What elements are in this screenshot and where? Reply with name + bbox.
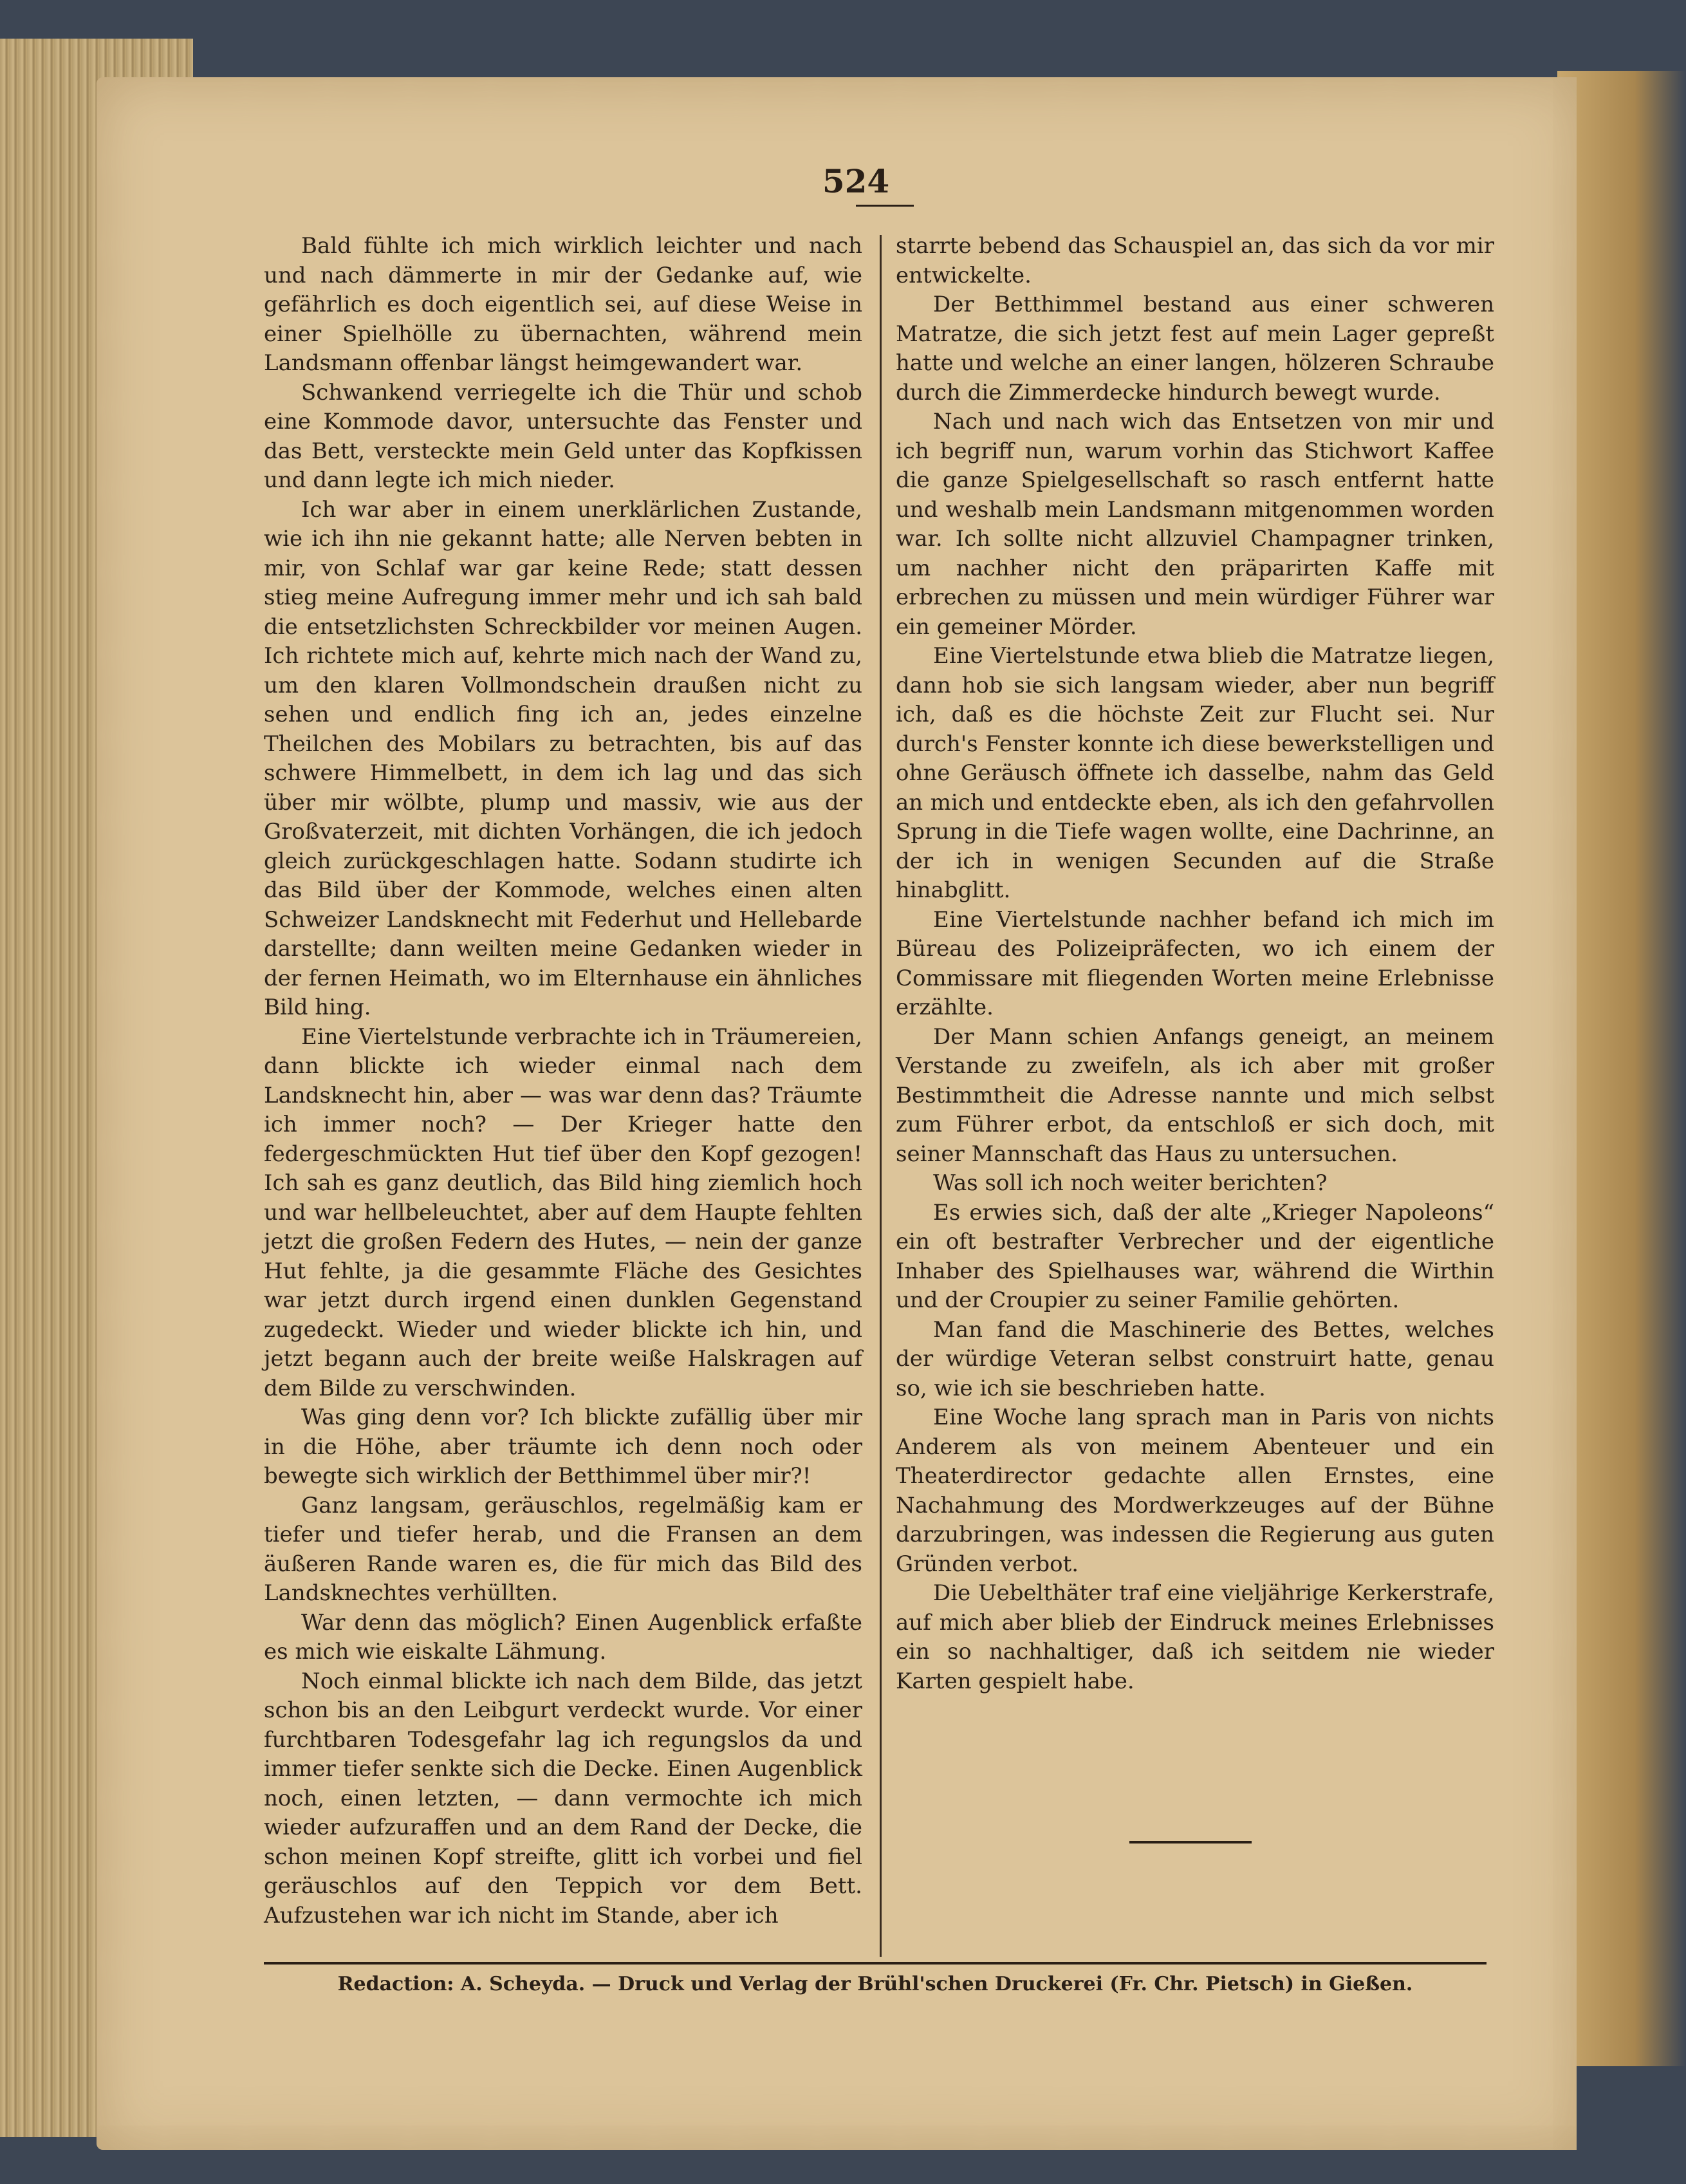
page-number: 524 — [822, 162, 890, 200]
paragraph: Der Betthimmel bestand aus einer schweren Matratze, die sich jetzt fest auf mein Lager gepreßt hatte und welche an einer langen, hölzeren Schraube durch die Zimmerdecke hindurch bewegt wurde. — [896, 292, 1494, 406]
paragraph: Schwankend verriegelte ich die Thür und schob eine Kommode davor, untersuchte das Fenster und das Bett, versteckte mein Geld unter das Kopfkissen und dann legte ich mich nieder. — [264, 379, 862, 493]
paragraph: Es erwies sich, daß der alte „Krieger Napoleons“ ein oft bestrafter Verbrecher und der eigentliche Inhaber des Spielhauses war, während die Wirthin und der Croupier zu seiner Familie gehörten. — [896, 1199, 1494, 1313]
paragraph: War denn das möglich? Einen Augenblick erfaßte es mich wie eiskalte Lähmung. — [264, 1609, 862, 1665]
paragraph: starrte bebend das Schauspiel an, das sich da vor mir entwickelte. — [896, 233, 1494, 288]
end-of-story-rule — [1129, 1841, 1252, 1843]
paragraph: Ganz langsam, geräuschlos, regelmäßig kam er tiefer und tiefer herab, und die Fransen an dem äußeren Rande waren es, die für mich das Bild des Landsknechtes verhüllten. — [264, 1492, 862, 1606]
printer-imprint: Redaction: A. Scheyda. — Druck und Verlag der Brühl'schen Druckerei (Fr. Chr. Pietsch) in Gießen. — [337, 1973, 1413, 1995]
paragraph: Der Mann schien Anfangs geneigt, an meinem Verstande zu zweifeln, als ich aber mit großer Bestimmtheit die Adresse nannte und mich selbst zum Führer erbot, da entschloß er sich doch, mit seiner Mannschaft das Haus zu untersuchen. — [896, 1023, 1494, 1167]
paragraph: Noch einmal blickte ich nach dem Bilde, das jetzt schon bis an den Leibgurt verdeckt wurde. Vor einer furchtbaren Todesgefahr lag ich regungslos da und immer tiefer senkte sich die Decke. Einen Augenblick noch, einen letzten, — dann vermochte ich mich wieder aufzuraffen und an dem Rand der Decke, die schon meinen Kopf streifte, glitt ich vorbei und fiel geräuschlos auf den Teppich vor dem Bett. Aufzustehen war ich nicht im Stande, aber ich — [264, 1668, 862, 1928]
paragraph: Bald fühlte ich mich wirklich leichter und nach und nach dämmerte in mir der Gedanke auf, wie gefährlich es doch eigentlich sei, auf diese Weise in einer Spielhölle zu übernachten, während mein Landsmann offenbar längst heimgewandert war. — [264, 233, 862, 376]
page-number-underline — [856, 205, 914, 207]
paragraph: Eine Viertelstunde etwa blieb die Matratze liegen, dann hob sie sich langsam wieder, aber nun begriff ich, daß es die höchste Zeit zur Flucht sei. Nur durch's Fenster konnte ich diese bewerkstelligen und ohne Geräusch öffnete ich dasselbe, nahm das Geld an mich und entdeckte eben, als ich den gefahrvollen Sprung in die Tiefe wagen wollte, eine Dachrinne, an der ich in wenigen Secunden auf die Straße hinabglitt. — [896, 643, 1494, 903]
paragraph: Was ging denn vor? Ich blickte zufällig über mir in die Höhe, aber träumte ich denn noch oder bewegte sich wirklich der Betthimmel über mir?! — [264, 1405, 862, 1489]
page-edge-right — [1557, 71, 1686, 2066]
paragraph: Nach und nach wich das Entsetzen von mir und ich begriff nun, warum vorhin das Stichwort Kaffee die ganze Spielgesellschaft so rasch entfernt hatte und weshalb mein Landsmann mitgenommen worden war. Ich sollte nicht allzuviel Champagner trinken, um nachher nicht den präparirten Kaffe mit erbrechen zu müssen und mein würdiger Führer war ein gemeiner Mörder. — [896, 409, 1494, 640]
paragraph: Eine Viertelstunde verbrachte ich in Träumereien, dann blickte ich wieder einmal nach dem Landsknecht hin, aber — was war denn das? Träumte ich immer noch? — Der Krieger hatte den federgeschmückten Hut tief über den Kopf gezogen! Ich sah es ganz deutlich, das Bild hing ziemlich hoch und war hellbeleuchtet, aber auf dem Haupte fehlten jetzt die großen Federn des Hutes, — nein der ganze Hut fehlte, ja die gesammte Fläche des Gesichtes war jetzt durch irgend einen dunklen Gegenstand zugedeckt. Wieder und wieder blickte ich hin, und jetzt begann auch der breite weiße Halskragen auf dem Bilde zu verschwinden. — [264, 1023, 862, 1401]
paragraph: Eine Woche lang sprach man in Paris von nichts Anderem als von meinem Abenteuer und ein Theaterdirector gedachte allen Ernstes, eine Nachahmung des Mordwerkzeuges auf der Bühne darzubringen, was indessen die Regierung aus guten Gründen verbot. — [896, 1405, 1494, 1577]
right-text-column — [896, 232, 1494, 1696]
left-text-column — [264, 232, 862, 1930]
paragraph: Ich war aber in einem unerklärlichen Zustande, wie ich ihn nie gekannt hatte; alle Nerven bebten in mir, von Schlaf war gar keine Rede; statt dessen stieg meine Aufregung immer mehr und ich sah bald die entsetzlichsten Schreckbilder vor meinen Augen. Ich richtete mich auf, kehrte mich nach der Wand zu, um den klaren Vollmondschein draußen nicht zu sehen und endlich fing ich an, jedes einzelne Theilchen des Mobilars zu betrachten, bis auf das schwere Himmelbett, in dem ich lag und das sich über mir wölbte, plump und massiv, wie aus der Großvaterzeit, mit dichten Vorhängen, die ich jedoch gleich zurückgeschlagen hatte. Sodann studirte ich das Bild über der Kommode, welches einen alten Schweizer Landsknecht mit Federhut und Hellebarde darstellte; dann weilten meine Gedanken wieder in der fernen Heimath, wo im Elternhause ein ähnliches Bild hing. — [264, 496, 862, 1020]
footer-rule — [264, 1962, 1487, 1965]
paragraph: Man fand die Maschinerie des Bettes, welches der würdige Veteran selbst construirt hatte, genau so, wie ich sie beschrieben hatte. — [896, 1316, 1494, 1401]
paragraph: Die Uebelthäter traf eine vieljährige Kerkerstrafe, auf mich aber blieb der Eindruck meines Erlebnisses ein so nachhaltiger, daß ich seitdem nie wieder Karten gespielt habe. — [896, 1580, 1494, 1694]
column-divider — [880, 235, 882, 1957]
paragraph: Was soll ich noch weiter berichten? — [933, 1170, 1328, 1196]
paragraph: Eine Viertelstunde nachher befand ich mich im Büreau des Polizeipräfecten, wo ich einem der Commissare mit fliegenden Worten meine Erlebnisse erzählte. — [896, 906, 1494, 1020]
